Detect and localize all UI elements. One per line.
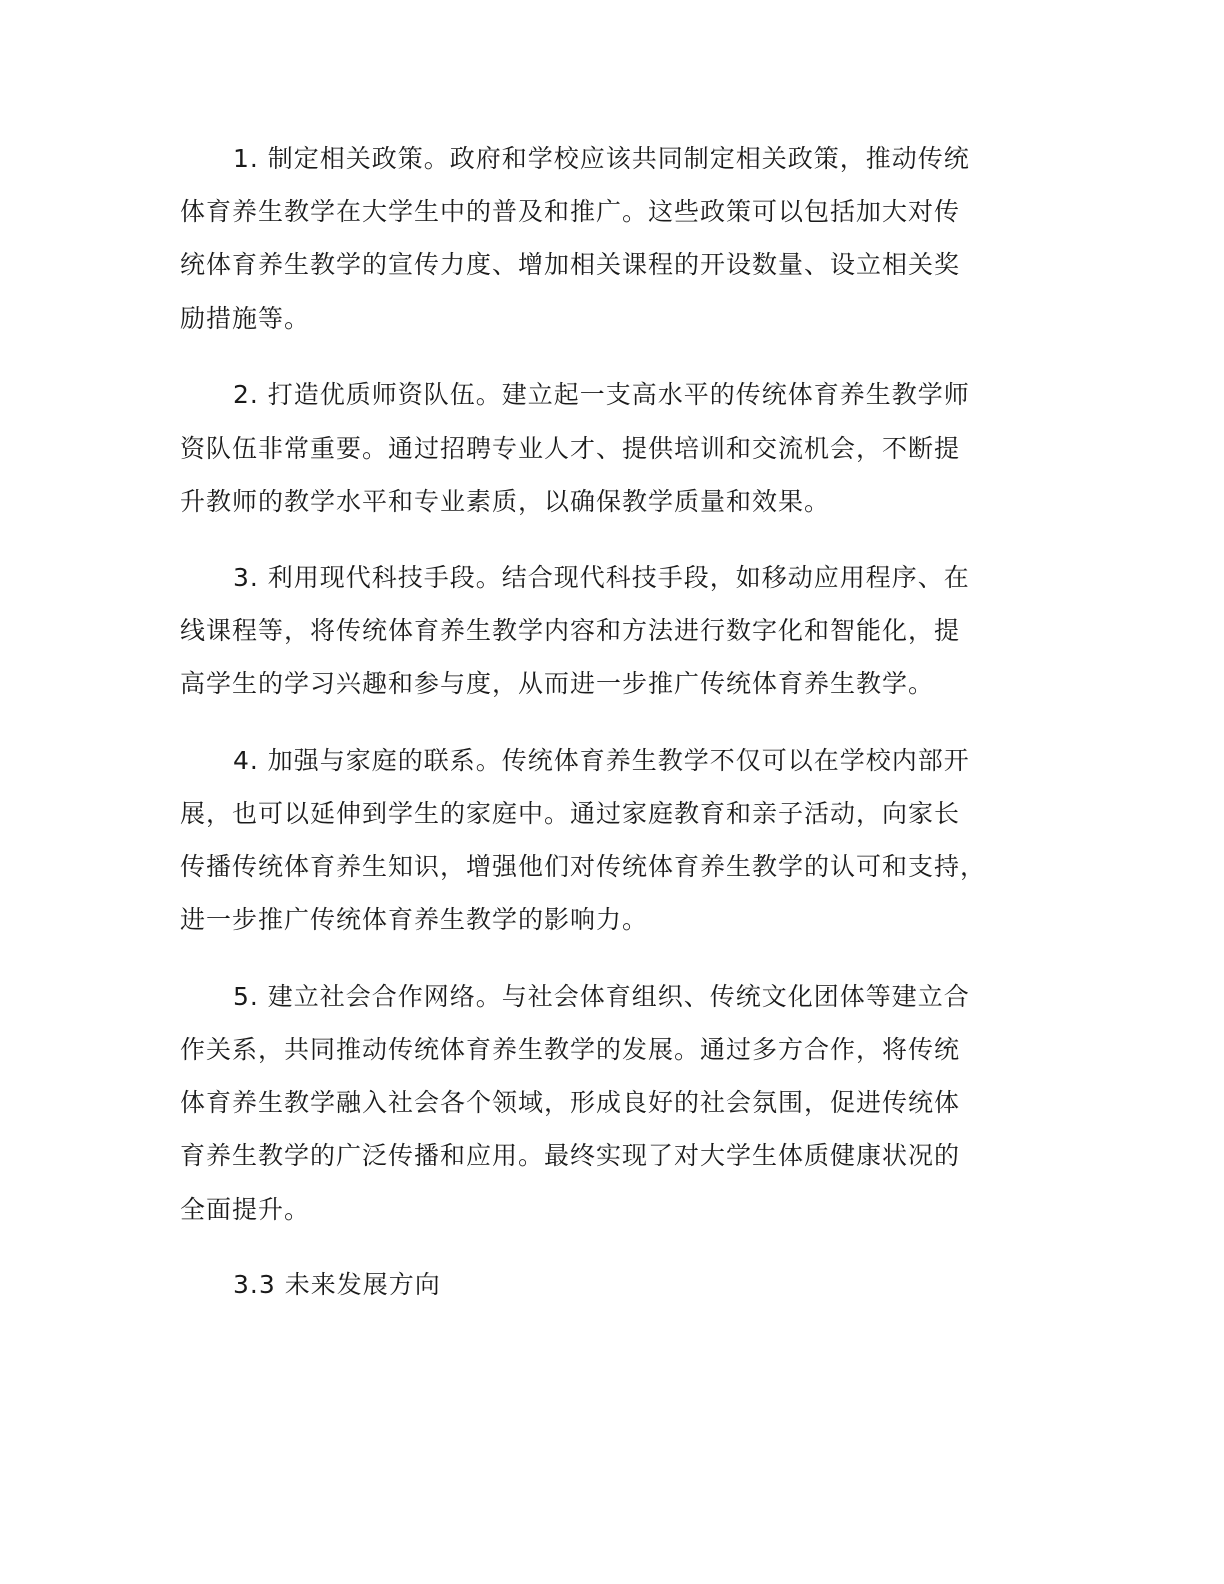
paragraph-2-line-3: 升教师的教学水平和专业素质，以确保教学质量和效果。 xyxy=(180,487,831,516)
paragraph-4-line-4: 进一步推广传统体育养生教学的影响力。 xyxy=(180,905,649,934)
paragraph-1-line-3: 统体育养生教学的宣传力度、增加相关课程的开设数量、设立相关奖 xyxy=(180,250,961,279)
paragraph-1-line-2: 体育养生教学在大学生中的普及和推广。这些政策可以包括加大对传 xyxy=(180,197,961,226)
section-heading: 3.3 未来发展方向 xyxy=(233,1270,441,1299)
paragraph-4-line-3: 传播传统体育养生知识，增强他们对传统体育养生教学的认可和支持， xyxy=(180,852,987,881)
paragraph-5-line-4: 育养生教学的广泛传播和应用。最终实现了对大学生体质健康状况的 xyxy=(180,1141,961,1170)
paragraph-4-line-2: 展，也可以延伸到学生的家庭中。通过家庭教育和亲子活动，向家长 xyxy=(180,799,961,828)
paragraph-1-line-4: 励措施等。 xyxy=(180,304,311,333)
paragraph-5-line-5: 全面提升。 xyxy=(180,1195,311,1224)
paragraph-4-line-1: 4. 加强与家庭的联系。传统体育养生教学不仅可以在学校内部开 xyxy=(233,746,970,775)
paragraph-2-line-1: 2. 打造优质师资队伍。建立起一支高水平的传统体育养生教学师 xyxy=(233,380,970,409)
paragraph-3-line-2: 线课程等，将传统体育养生教学内容和方法进行数字化和智能化，提 xyxy=(180,616,961,645)
paragraph-2-line-2: 资队伍非常重要。通过招聘专业人才、提供培训和交流机会，不断提 xyxy=(180,434,961,463)
paragraph-5-line-3: 体育养生教学融入社会各个领域，形成良好的社会氛围，促进传统体 xyxy=(180,1088,961,1117)
paragraph-1-line-1: 1. 制定相关政策。政府和学校应该共同制定相关政策，推动传统 xyxy=(233,144,970,173)
paragraph-5-line-1: 5. 建立社会合作网络。与社会体育组织、传统文化团体等建立合 xyxy=(233,982,970,1011)
paragraph-5-line-2: 作关系，共同推动传统体育养生教学的发展。通过多方合作，将传统 xyxy=(180,1035,961,1064)
paragraph-3-line-1: 3. 利用现代科技手段。结合现代科技手段，如移动应用程序、在 xyxy=(233,563,970,592)
paragraph-3-line-3: 高学生的学习兴趣和参与度，从而进一步推广传统体育养生教学。 xyxy=(180,669,935,698)
